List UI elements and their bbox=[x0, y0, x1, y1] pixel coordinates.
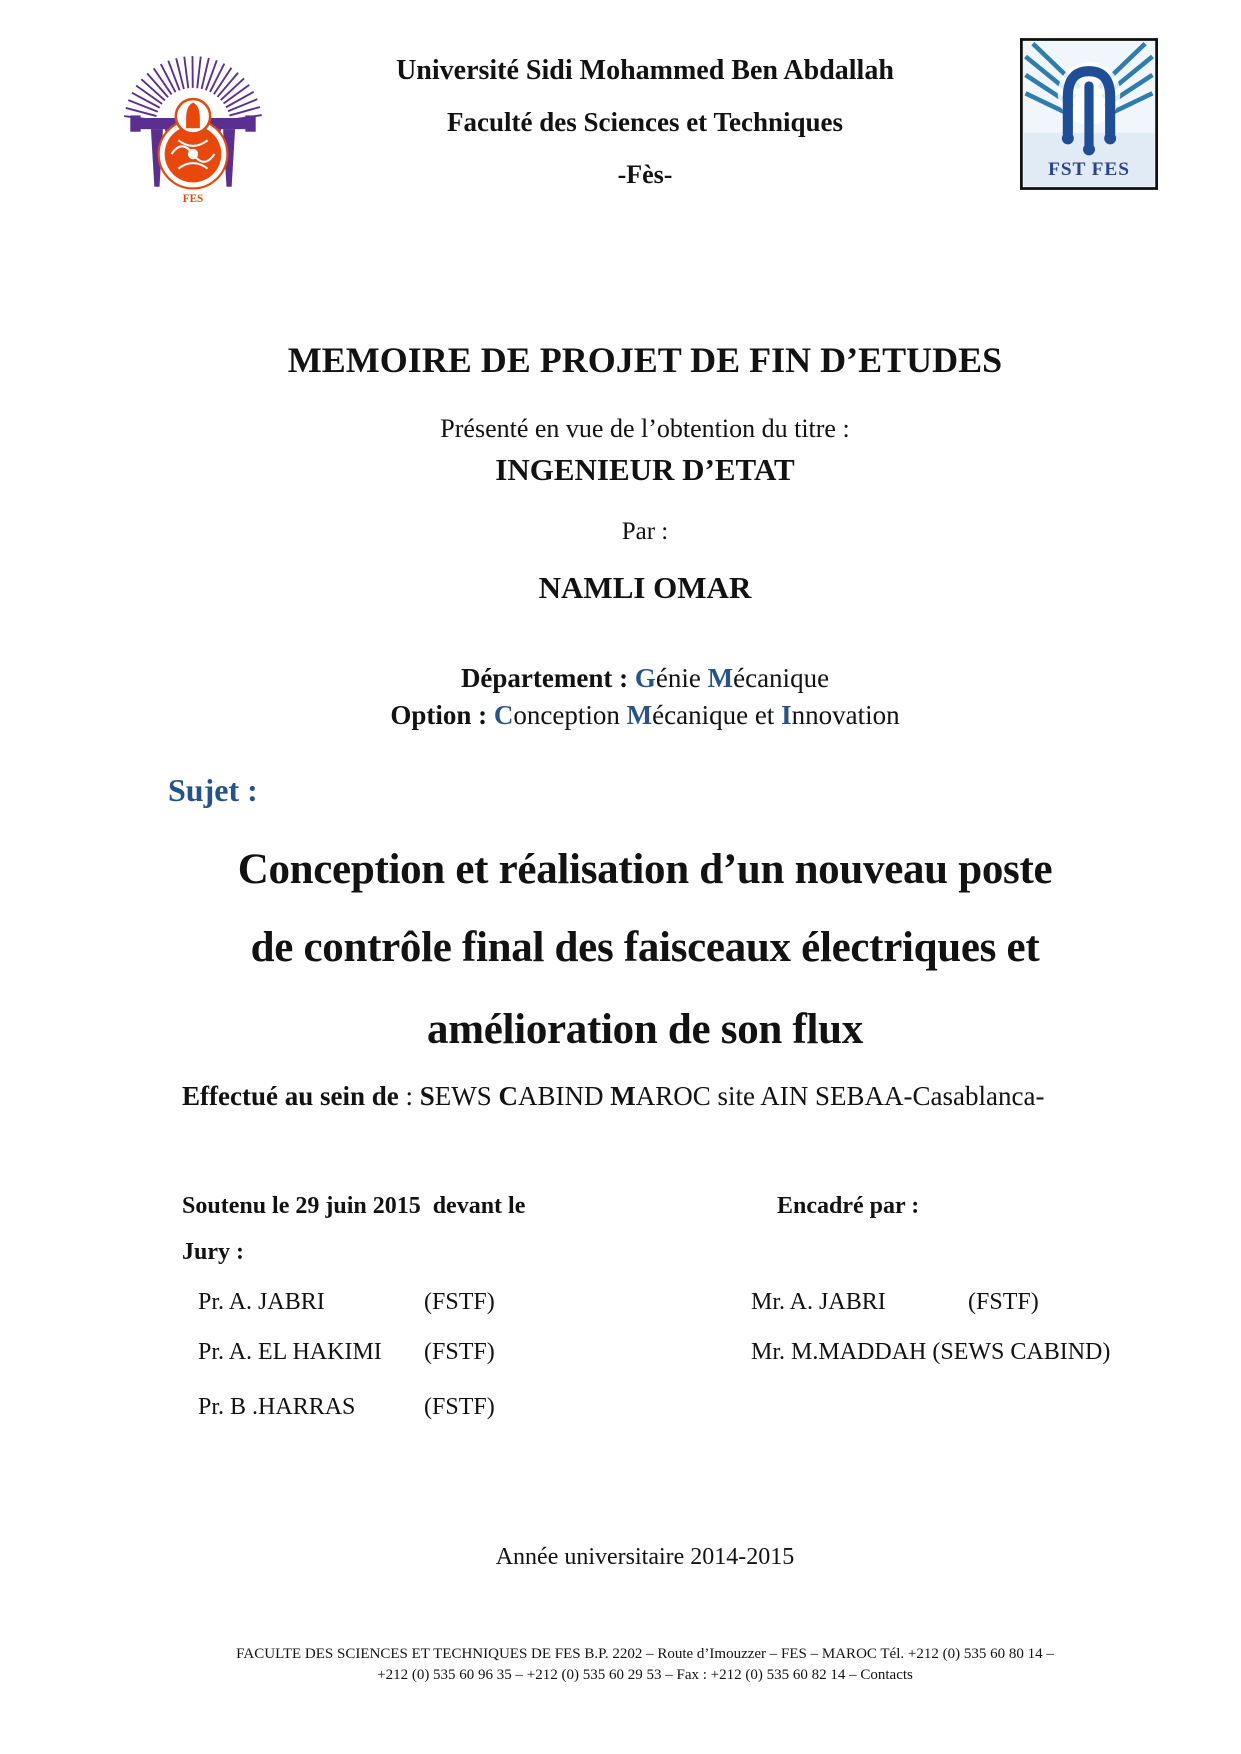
faculty-name: Faculté des Sciences et Techniques bbox=[447, 107, 843, 137]
defense-date-line: Soutenu le 29 juin 2015 devant le bbox=[182, 1193, 526, 1219]
subject-label: Sujet : bbox=[168, 772, 258, 808]
supervisor-affiliation: (FSTF) bbox=[968, 1289, 1039, 1315]
jury-row bbox=[0, 1339, 1241, 1373]
host-colon: : bbox=[398, 1081, 420, 1111]
supervisor-name: Mr. M.MADDAH (SEWS CABIND) bbox=[751, 1339, 1111, 1365]
option-line bbox=[85, 700, 1205, 731]
jury-member-affiliation: (FSTF) bbox=[424, 1339, 495, 1365]
option-initial: I bbox=[781, 700, 792, 730]
department-initial: M bbox=[707, 663, 734, 693]
jury-member-name: Pr. A. EL HAKIMI bbox=[198, 1339, 382, 1365]
logo-fes-caption: FES bbox=[182, 193, 204, 206]
logo-fst-fes-text: FST FES bbox=[1048, 159, 1130, 181]
department-line bbox=[85, 663, 1205, 694]
jury-row bbox=[0, 1394, 1241, 1428]
memoire-title: MEMOIRE DE PROJET DE FIN D’ETUDES bbox=[287, 340, 1003, 380]
host-site: site AIN SEBAA-Casablanca- bbox=[710, 1081, 1045, 1111]
footer-line1: FACULTE DES SCIENCES ET TECHNIQUES DE FES B.P. 2202 – Route d’Imouzzer – FES – MAROC Tél. +212 (0) 535 60 80 14 – bbox=[236, 1646, 1054, 1662]
host-initial: S bbox=[419, 1081, 435, 1111]
option-initial: M bbox=[626, 700, 653, 730]
degree-title: INGENIEUR D’ETAT bbox=[495, 452, 795, 487]
host-word: ABIND bbox=[518, 1081, 611, 1111]
jury-member-affiliation: (FSTF) bbox=[424, 1394, 495, 1420]
option-word: onception bbox=[513, 700, 627, 730]
host-line bbox=[182, 1081, 1044, 1112]
city-line: -Fès- bbox=[617, 160, 673, 189]
option-word: nnovation bbox=[791, 700, 900, 730]
par-label: Par : bbox=[621, 518, 669, 545]
author-name: NAMLI OMAR bbox=[538, 570, 752, 605]
host-initial: C bbox=[498, 1081, 519, 1111]
supervisor-name: Mr. A. JABRI bbox=[751, 1289, 886, 1315]
jury-member-name: Pr. A. JABRI bbox=[198, 1289, 325, 1315]
department-initial: G bbox=[634, 663, 656, 693]
option-initial: C bbox=[493, 700, 514, 730]
presented-line: Présenté en vue de l’obtention du titre : bbox=[440, 414, 850, 443]
jury-member-affiliation: (FSTF) bbox=[424, 1289, 495, 1315]
department-word: écanique bbox=[733, 663, 830, 693]
host-initial: M bbox=[610, 1081, 636, 1111]
department-label: Département : bbox=[460, 663, 635, 693]
subject-title-line2: de contrôle final des faisceaux électriques et bbox=[250, 924, 1040, 971]
option-label: Option : bbox=[390, 700, 494, 730]
host-word: EWS bbox=[434, 1081, 499, 1111]
option-word: écanique et bbox=[652, 700, 782, 730]
host-word: AROC bbox=[635, 1081, 711, 1111]
jury-member-name: Pr. B .HARRAS bbox=[198, 1394, 356, 1420]
academic-year: Année universitaire 2014-2015 bbox=[495, 1544, 795, 1570]
subject-title-line3: amélioration de son flux bbox=[427, 1006, 863, 1053]
footer-address bbox=[85, 1644, 1205, 1686]
jury-label: Jury : bbox=[182, 1239, 244, 1265]
university-name: Université Sidi Mohammed Ben Abdallah bbox=[396, 55, 894, 86]
subject-title-line1: Conception et réalisation d’un nouveau poste bbox=[237, 846, 1053, 893]
supervisors-label: Encadré par : bbox=[777, 1193, 920, 1219]
footer-line2: +212 (0) 535 60 96 35 – +212 (0) 535 60 29 53 – Fax : +212 (0) 535 60 82 14 – Contacts bbox=[377, 1667, 913, 1683]
department-word: énie bbox=[655, 663, 708, 693]
host-label: Effectué au sein de bbox=[182, 1081, 399, 1111]
jury-row bbox=[0, 1289, 1241, 1323]
